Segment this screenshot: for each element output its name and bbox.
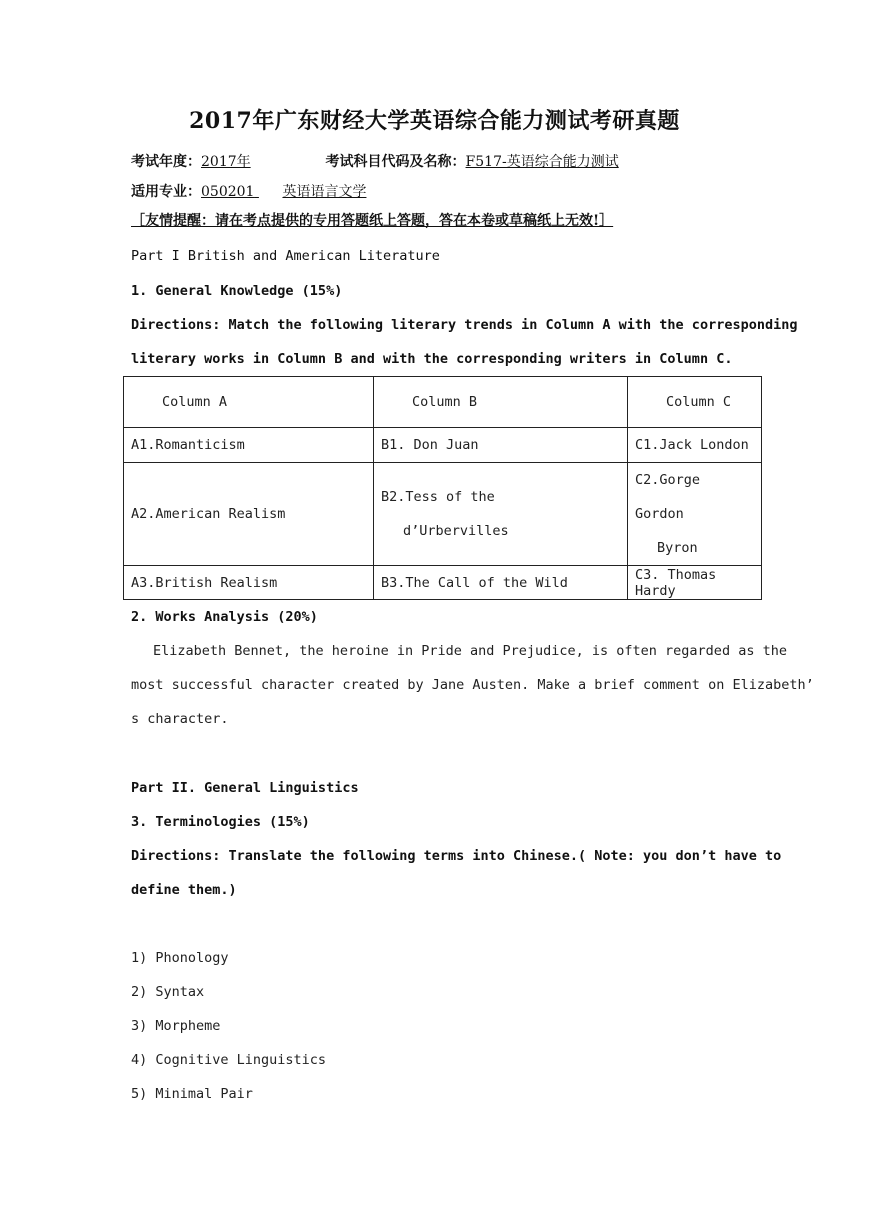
- cell-b2-line2: d’Urbervilles: [403, 523, 509, 539]
- matching-table: [123, 376, 762, 600]
- section1-directions-line2: literary works in Column B and with the corresponding writers in Column C.: [131, 351, 733, 367]
- section1-heading: 1. General Knowledge (15%): [131, 283, 343, 299]
- major-label: 适用专业：: [131, 184, 201, 200]
- section3-directions-line2: define them.): [131, 882, 237, 898]
- part1-heading: Part I British and American Literature: [131, 248, 440, 264]
- table-header-row: [124, 377, 762, 428]
- term-item: 1) Phonology: [131, 950, 229, 966]
- meta-row-major: [131, 181, 366, 201]
- header-column-c: Column C: [628, 377, 762, 428]
- cell-c1: C1.Jack London: [628, 428, 762, 463]
- term-item: 2) Syntax: [131, 984, 205, 1000]
- analysis-line-2: most successful character created by Jane Austen. Make a brief comment on Elizabeth’: [131, 677, 814, 693]
- cell-a2: A2.American Realism: [124, 463, 374, 566]
- term-item: 5) Minimal Pair: [131, 1086, 253, 1102]
- year-label: 考试年度：: [131, 154, 201, 170]
- analysis-paragraph: [131, 634, 814, 736]
- table-row: [124, 463, 762, 566]
- part2-heading: Part II. General Linguistics: [131, 780, 359, 796]
- exam-reminder: ［友情提醒：请在考点提供的专用答题纸上答题，答在本卷或草稿纸上无效!］: [131, 213, 614, 229]
- cell-c2: [628, 463, 762, 566]
- year-value: 2017年: [201, 154, 251, 170]
- major-name: 英语语言文学: [282, 184, 367, 200]
- cell-b2: [374, 463, 628, 566]
- cell-b3: B3.The Call of the Wild: [374, 566, 628, 600]
- table-row: [124, 566, 762, 600]
- cell-b2-line1: B2.Tess of the: [381, 489, 495, 505]
- cell-b1: B1. Don Juan: [374, 428, 628, 463]
- analysis-line-3: s character.: [131, 711, 229, 727]
- subject-label: 考试科目代码及名称：: [325, 154, 466, 170]
- term-item: 4) Cognitive Linguistics: [131, 1052, 327, 1068]
- section3-directions-line1: Directions: Translate the following terms into Chinese.( Note: you don’t have to: [131, 848, 782, 864]
- meta-row-year-subject: [131, 151, 619, 171]
- section2-heading: 2. Works Analysis (20%): [131, 609, 318, 625]
- subject-value: F517-英语综合能力测试: [465, 154, 619, 170]
- header-column-b: Column B: [374, 377, 628, 428]
- page-title: 2017年广东财经大学英语综合能力测试考研真题: [189, 108, 680, 134]
- major-code: 050201: [201, 184, 255, 200]
- analysis-line-1: Elizabeth Bennet, the heroine in Pride and Prejudice, is often regarded as the: [153, 643, 787, 659]
- cell-a3: A3.British Realism: [124, 566, 374, 600]
- cell-a1: A1.Romanticism: [124, 428, 374, 463]
- cell-c3: C3. Thomas Hardy: [628, 566, 762, 600]
- term-item: 3) Morpheme: [131, 1018, 221, 1034]
- cell-c2-line2: Byron: [657, 540, 698, 556]
- section3-heading: 3. Terminologies (15%): [131, 814, 310, 830]
- header-column-a: Column A: [124, 377, 374, 428]
- table-row: [124, 428, 762, 463]
- cell-c2-line1: C2.Gorge Gordon: [635, 472, 701, 522]
- section1-directions-line1: Directions: Match the following literary trends in Column A with the corresponding: [131, 317, 798, 333]
